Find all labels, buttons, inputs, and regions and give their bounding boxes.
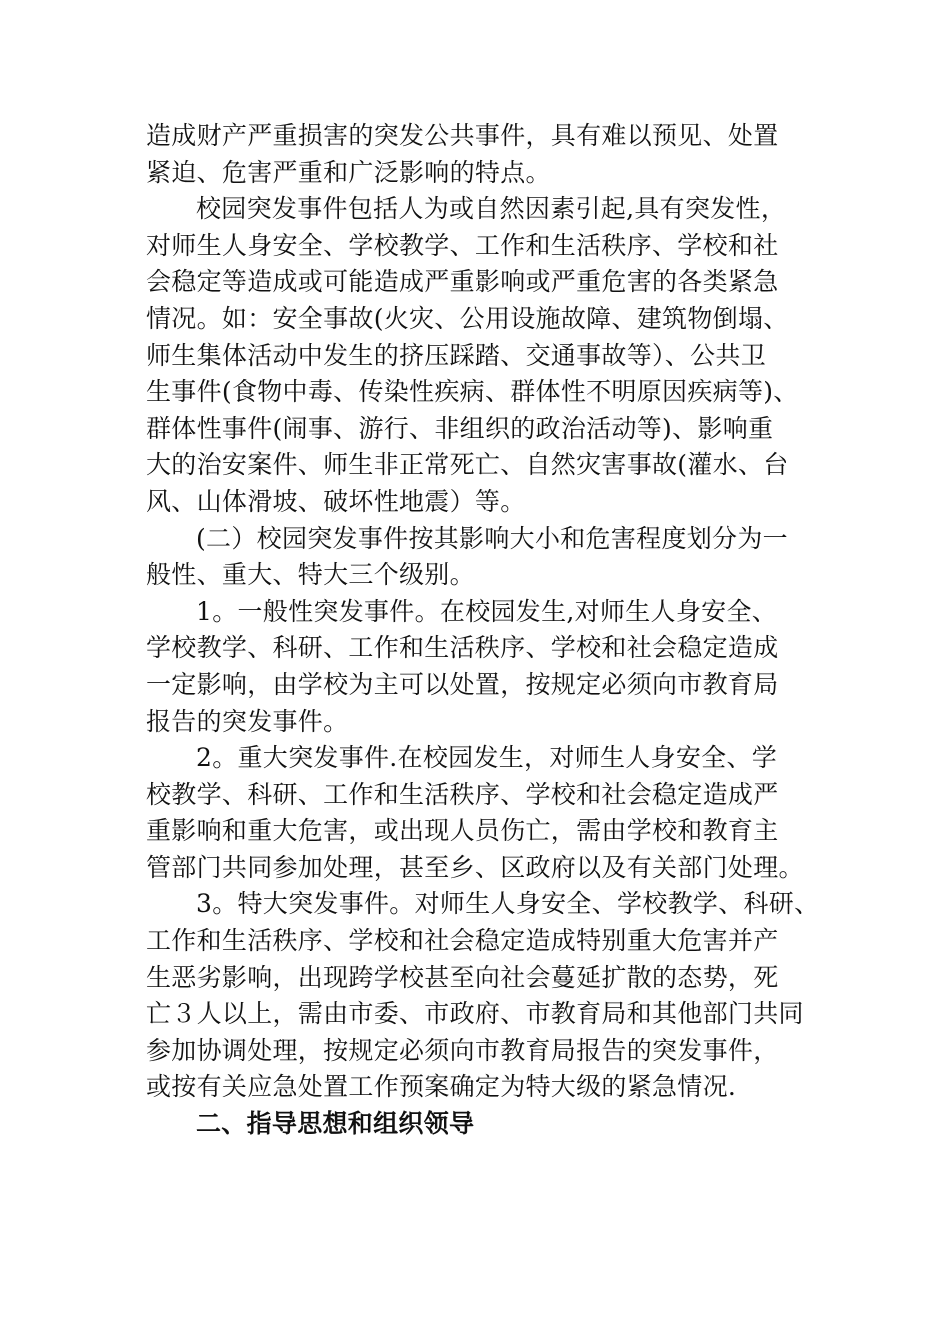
text-line: 参加协调处理，按规定必须向市教育局报告的突发事件， [146,1035,779,1065]
text-line: 一定影响，由学校为主可以处置，按规定必须向市教育局 [146,669,779,699]
text-line: 校园突发事件包括人为或自然因素引起,具有突发性， [196,194,787,224]
text-line: (二）校园突发事件按其影响大小和危害程度划分为一 [196,523,788,553]
text-line: 对师生人身安全、学校教学、工作和生活秩序、学校和社 [146,230,779,260]
text-line: 紧迫、危害严重和广泛影响的特点。 [146,157,551,187]
section-heading: 二、指导思想和组织领导 [196,1109,475,1139]
text-line: 报告的突发事件。 [146,706,349,736]
text-line: 造成财产严重损害的突发公共事件，具有难以预见、处置 [146,121,779,150]
text-line: 或按有关应急处置工作预案确定为特大级的紧急情况. [146,1072,737,1102]
document-body [146,118,826,1143]
text-line: 情况。如：安全事故(火灾、公用设施故障、建筑物倒塌、 [146,303,789,333]
text-line: 大的治安案件、师生非正常死亡、自然灾害事故(灌水、台 [146,450,789,480]
text-line: 师生集体活动中发生的挤压踩踏、交通事故等）、公共卫 [146,340,767,370]
text-line: 风、山体滑坡、破坏性地震）等。 [146,486,526,516]
text-line: 2。重大突发事件.在校园发生，对师生人身安全、学 [196,743,778,773]
text-line: 3。特大突发事件。对师生人身安全、学校教学、科研、 [196,889,820,919]
text-line: 亡３人以上，需由市委、市政府、市教育局和其他部门共同 [146,999,804,1029]
text-line: 学校教学、科研、工作和生活秩序、学校和社会稳定造成 [146,633,779,663]
text-line: 会稳定等造成或可能造成严重影响或严重危害的各类紧急 [146,267,779,297]
text-line: 重影响和重大危害，或出现人员伤亡，需由学校和教育主 [146,816,779,846]
text-line: 般性、重大、特大三个级别。 [146,560,475,590]
text-line: 生恶劣影响，出现跨学校甚至向社会蔓延扩散的态势，死 [146,962,779,992]
text-line: 生事件(食物中毒、传染性疾病、群体性不明原因疾病等)、 [146,377,799,407]
text-line: 1。一般性突发事件。在校园发生,对师生人身安全、 [196,596,778,626]
text-line: 管部门共同参加处理，甚至乡、区政府以及有关部门处理。 [146,852,804,882]
text-line: 校教学、科研、工作和生活秩序、学校和社会稳定造成严 [146,779,779,809]
text-line: 群体性事件(闹事、游行、非组织的政治活动等)、影响重 [146,413,774,443]
text-line: 工作和生活秩序、学校和社会稳定造成特别重大危害并产 [146,926,779,956]
